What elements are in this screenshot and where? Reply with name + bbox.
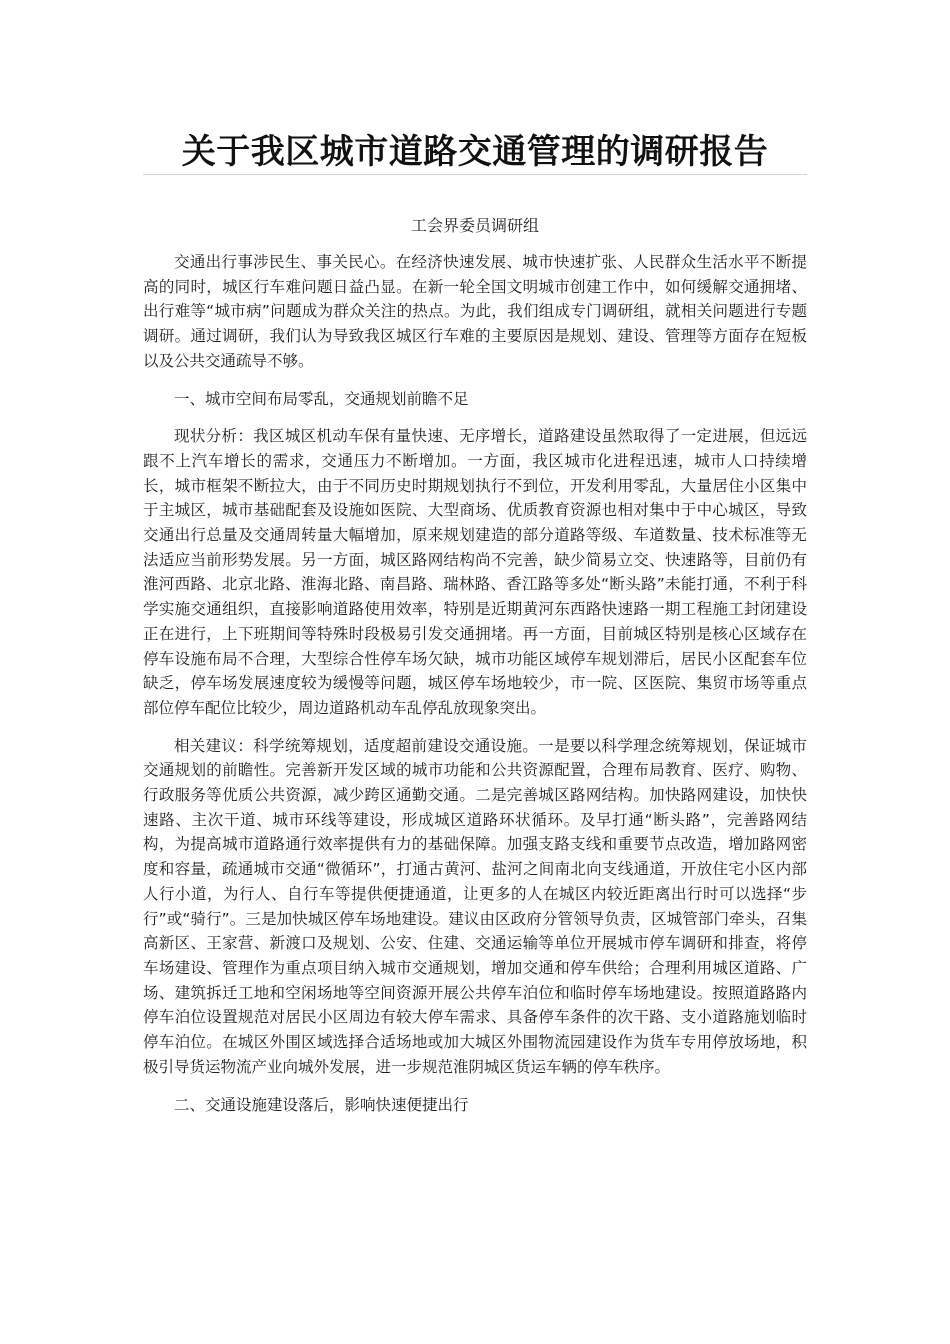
document-body bbox=[143, 250, 807, 1130]
section-1-heading: 一、城市空间布局零乱，交通规划前瞻不足 bbox=[174, 389, 469, 408]
section-1-analysis-paragraph: 现状分析：我区城区机动车保有量快速、无序增长，道路建设虽然取得了一定进展，但远远跟不上汽车增长的需求，交通压力不断增加。一方面，我区城市化进程迅速，城市人口持续增长，城市框架不断拉大，由于不同历史时期规划执行不到位，开发利用零乱，大量居住小区集中于主城区，城市基础配套及设施如医院、大型商场、优质教育资源也相对集中于中心城区，导致交通出行总量及交通周转量大幅增加，原来规划建造的部分道路等级、车道数量、技术标准等无法适应当前形势发展。另一方面，城区路网结构尚不完善，缺少简易立交、快速路等，目前仍有淮河西路、北京北路、淮海北路、南昌路、瑞林路、香江路等多处“断头路”未能打通，不利于科学实施交通组织，直接影响道路使用效率，特别是近期黄河东西路快速路一期工程施工封闭建设正在进行，上下班期间等特殊时段极易引发交通拥堵。再一方面，目前城区特别是核心区域存在停车设施布局不合理，大型综合性停车场欠缺，城市功能区域停车规划滞后，居民小区配套车位缺乏，停车场发展速度较为缓慢等问题，城区停车场地较少，市一院、区医院、集贸市场等重点部位停车配位比较少，周边道路机动车乱停乱放现象突出。 bbox=[143, 427, 807, 717]
section-2-heading: 二、交通设施建设落后，影响快速便捷出行 bbox=[174, 1095, 469, 1114]
intro-paragraph: 交通出行事涉民生、事关民心。在经济快速发展、城市快速扩张、人民群众生活水平不断提高的同时，城区行车难问题日益凸显。在新一轮全国文明城市创建工作中，如何缓解交通拥堵、出行难等“城市病”问题成为群众关注的热点。为此，我们组成专门调研组，就相关问题进行专题调研。通过调研，我们认为导致我区城区行车难的主要原因是规划、建设、管理等方面存在短板以及公共交通疏导不够。 bbox=[143, 253, 807, 370]
title-divider bbox=[143, 174, 807, 175]
document-title: 关于我区城市道路交通管理的调研报告 bbox=[181, 132, 769, 172]
document-author: 工会界委员调研组 bbox=[410, 216, 539, 235]
section-1-suggestion-paragraph: 相关建议：科学统筹规划，适度超前建设交通设施。一是要以科学理念统筹规划，保证城市交通规划的前瞻性。完善新开发区域的城市功能和公共资源配置，合理布局教育、医疗、购物、行政服务等优质公共资源，减少跨区通勤交通。二是完善城区路网结构。加快路网建设，加快快速路、主次干道、城市环线等建设，形成城区道路环状循环。及早打通“断头路”，完善路网结构，为提高城市道路通行效率提供有力的基础保障。加强支路支线和重要节点改造，增加路网密度和容量，疏通城市交通“微循环”，打通古黄河、盐河之间南北向支线通道，开放住宅小区内部人行小道，为行人、自行车等提供便捷通道，让更多的人在城区内较近距离出行时可以选择“步行”或“骑行”。三是加快城区停车场地建设。建议由区政府分管领导负责，区城管部门牵头，召集高新区、王家营、新渡口及规划、公安、住建、交通运输等单位开展城市停车调研和排查，将停车场建设、管理作为重点项目纳入城市交通规划，增加交通和停车供给；合理利用城区道路、广场、建筑拆迁工地和空闲场地等空间资源开展公共停车泊位和临时停车场地建设。按照道路路内停车泊位设置规范对居民小区周边有较大停车需求、具备停车条件的次干路、支小道路施划临时停车泊位。在城区外围区域选择合适场地或加大城区外围物流园建设作为货车专用停放场地，积极引导货运物流产业向城外发展，进一步规范淮阴城区货运车辆的停车秩序。 bbox=[143, 736, 807, 1076]
